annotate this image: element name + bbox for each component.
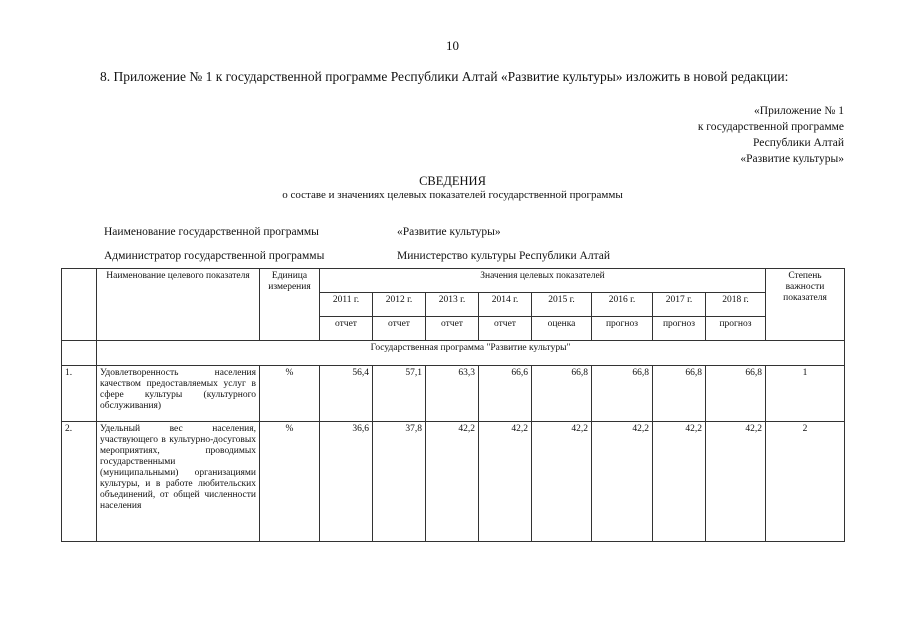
row-num-cell: 1. (62, 366, 97, 422)
row-value-cell: 36,6 (320, 422, 373, 542)
year-cell: 2014 г. (479, 293, 532, 317)
annex-line: к государственной программе (697, 121, 844, 133)
annex-reference (698, 103, 844, 167)
year-cell: 2011 г. (320, 293, 373, 317)
section-title-cell: Государственная программа "Развитие культуры" (97, 341, 845, 366)
annex-line: Республики Алтай (752, 137, 844, 149)
row-value-cell: 37,8 (373, 422, 426, 542)
header-values-cell: Значения целевых показателей (320, 269, 766, 293)
row-value-cell: 63,3 (426, 366, 479, 422)
row-value-cell: 66,8 (653, 366, 706, 422)
year-cell: 2012 г. (373, 293, 426, 317)
document-heading: СВЕДЕНИЯ (419, 174, 486, 188)
row-value-cell: 56,4 (320, 366, 373, 422)
year-cell: 2018 г. (706, 293, 766, 317)
year-cell: 2015 г. (532, 293, 592, 317)
document-subheading: о составе и значениях целевых показателей государственной программы (282, 189, 623, 201)
section-num-cell (62, 341, 97, 366)
row-value-cell: 42,2 (532, 422, 592, 542)
row-name-cell: Удельный вес населения, участвующего в культурно-досуговых мероприятиях, проводимых государственными (муниципальными) организациями культуры, и в работе любительских объединений, от общей численности населения (97, 422, 260, 542)
program-name-row (104, 226, 501, 238)
year-cell: 2017 г. (653, 293, 706, 317)
status-cell: прогноз (653, 317, 706, 341)
header-name-cell: Наименование целевого показателя (97, 269, 260, 341)
status-cell: оценка (532, 317, 592, 341)
table-row (62, 366, 845, 422)
row-unit-cell: % (260, 422, 320, 542)
administrator-value: Министерство культуры Республики Алтай (397, 250, 611, 262)
administrator-row (104, 250, 611, 262)
row-value-cell: 42,2 (592, 422, 653, 542)
row-value-cell: 66,8 (592, 366, 653, 422)
row-value-cell: 66,8 (532, 366, 592, 422)
row-importance-cell: 2 (766, 422, 845, 542)
status-cell: прогноз (592, 317, 653, 341)
table-header-row (62, 269, 845, 293)
row-value-cell: 42,2 (426, 422, 479, 542)
row-unit-cell: % (260, 366, 320, 422)
header-importance-cell: Степень важности показателя (766, 269, 845, 341)
section-row (62, 341, 845, 366)
header-num-cell (62, 269, 97, 341)
row-value-cell: 42,2 (653, 422, 706, 542)
row-value-cell: 66,8 (706, 366, 766, 422)
table-row (62, 422, 845, 542)
annex-line: «Развитие культуры» (740, 153, 844, 165)
row-value-cell: 42,2 (706, 422, 766, 542)
administrator-label: Администратор государственной программы (104, 250, 325, 262)
indicators-table (61, 268, 845, 542)
year-cell: 2016 г. (592, 293, 653, 317)
row-value-cell: 42,2 (479, 422, 532, 542)
row-name-cell: Удовлетворенность населения качеством предоставляемых услуг в сфере культуры (культурного обслуживания) (97, 366, 260, 422)
intro-paragraph: 8. Приложение № 1 к государственной программе Республики Алтай «Развитие культуры» изложить в новой редакции: (100, 69, 789, 84)
header-unit-cell: Единица измерения (260, 269, 320, 341)
program-name-label: Наименование государственной программы (104, 226, 319, 238)
status-cell: отчет (426, 317, 479, 341)
year-cell: 2013 г. (426, 293, 479, 317)
row-value-cell: 57,1 (373, 366, 426, 422)
row-importance-cell: 1 (766, 366, 845, 422)
annex-line: «Приложение № 1 (754, 105, 844, 117)
row-num-cell: 2. (62, 422, 97, 542)
status-cell: отчет (373, 317, 426, 341)
status-cell: отчет (320, 317, 373, 341)
program-name-value: «Развитие культуры» (397, 226, 501, 238)
status-cell: прогноз (706, 317, 766, 341)
page-number: 10 (446, 38, 459, 53)
status-cell: отчет (479, 317, 532, 341)
row-value-cell: 66,6 (479, 366, 532, 422)
